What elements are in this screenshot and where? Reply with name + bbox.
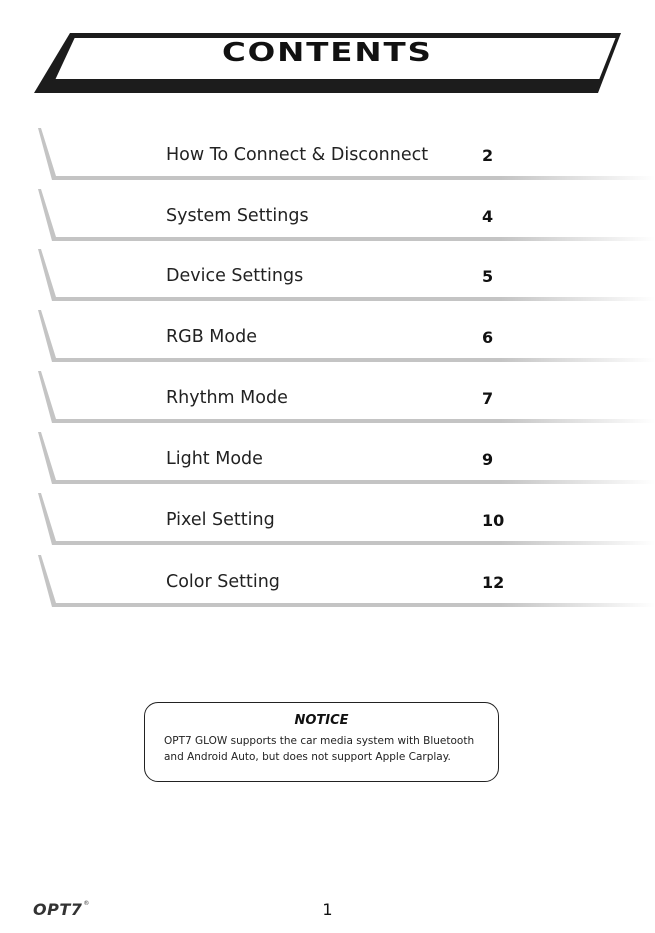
toc-row-device-settings[interactable] (0, 249, 655, 307)
toc-row-divider (0, 371, 655, 429)
toc-row-pixel-setting[interactable] (0, 493, 655, 551)
toc-row-divider (0, 432, 655, 490)
toc-label: System Settings (166, 206, 309, 226)
toc-label: Light Mode (166, 449, 263, 469)
toc-row-light-mode[interactable] (0, 432, 655, 490)
toc-row-rgb-mode[interactable] (0, 310, 655, 368)
page-number: 1 (322, 900, 333, 919)
toc-page-number: 12 (482, 573, 505, 592)
toc-page-number: 4 (482, 207, 494, 226)
toc-label: Rhythm Mode (166, 388, 288, 408)
notice-text: OPT7 GLOW supports the car media system with Bluetooth and Android Auto, but does not support Apple Carplay. (164, 735, 475, 763)
toc-row-divider (0, 493, 655, 551)
page-title: CONTENTS (221, 38, 433, 68)
toc-row-color-setting[interactable] (0, 555, 655, 613)
toc-row-how-to-connect[interactable] (0, 128, 655, 186)
toc-label: Pixel Setting (166, 510, 275, 530)
toc-row-divider (0, 249, 655, 307)
toc-page-number: 2 (482, 146, 494, 165)
contents-banner (0, 0, 655, 100)
registered-mark: ® (83, 900, 90, 907)
toc-label: Device Settings (166, 266, 304, 286)
toc-page-number: 5 (482, 267, 494, 286)
toc-row-divider (0, 310, 655, 368)
toc-row-rhythm-mode[interactable] (0, 371, 655, 429)
logo-text: OPT7 (33, 900, 83, 919)
toc-page-number: 9 (482, 450, 494, 469)
toc-page-number: 6 (482, 328, 494, 347)
toc-page-number: 7 (482, 389, 494, 408)
toc-row-divider (0, 189, 655, 247)
toc-row-system-settings[interactable] (0, 189, 655, 247)
notice-box (144, 702, 499, 782)
toc-label: Color Setting (166, 572, 280, 592)
notice-title: NOTICE (294, 713, 349, 728)
toc-label: RGB Mode (166, 327, 257, 347)
toc-page-number: 10 (482, 511, 505, 530)
toc-row-divider (0, 555, 655, 613)
toc-label: How To Connect & Disconnect (166, 145, 429, 165)
